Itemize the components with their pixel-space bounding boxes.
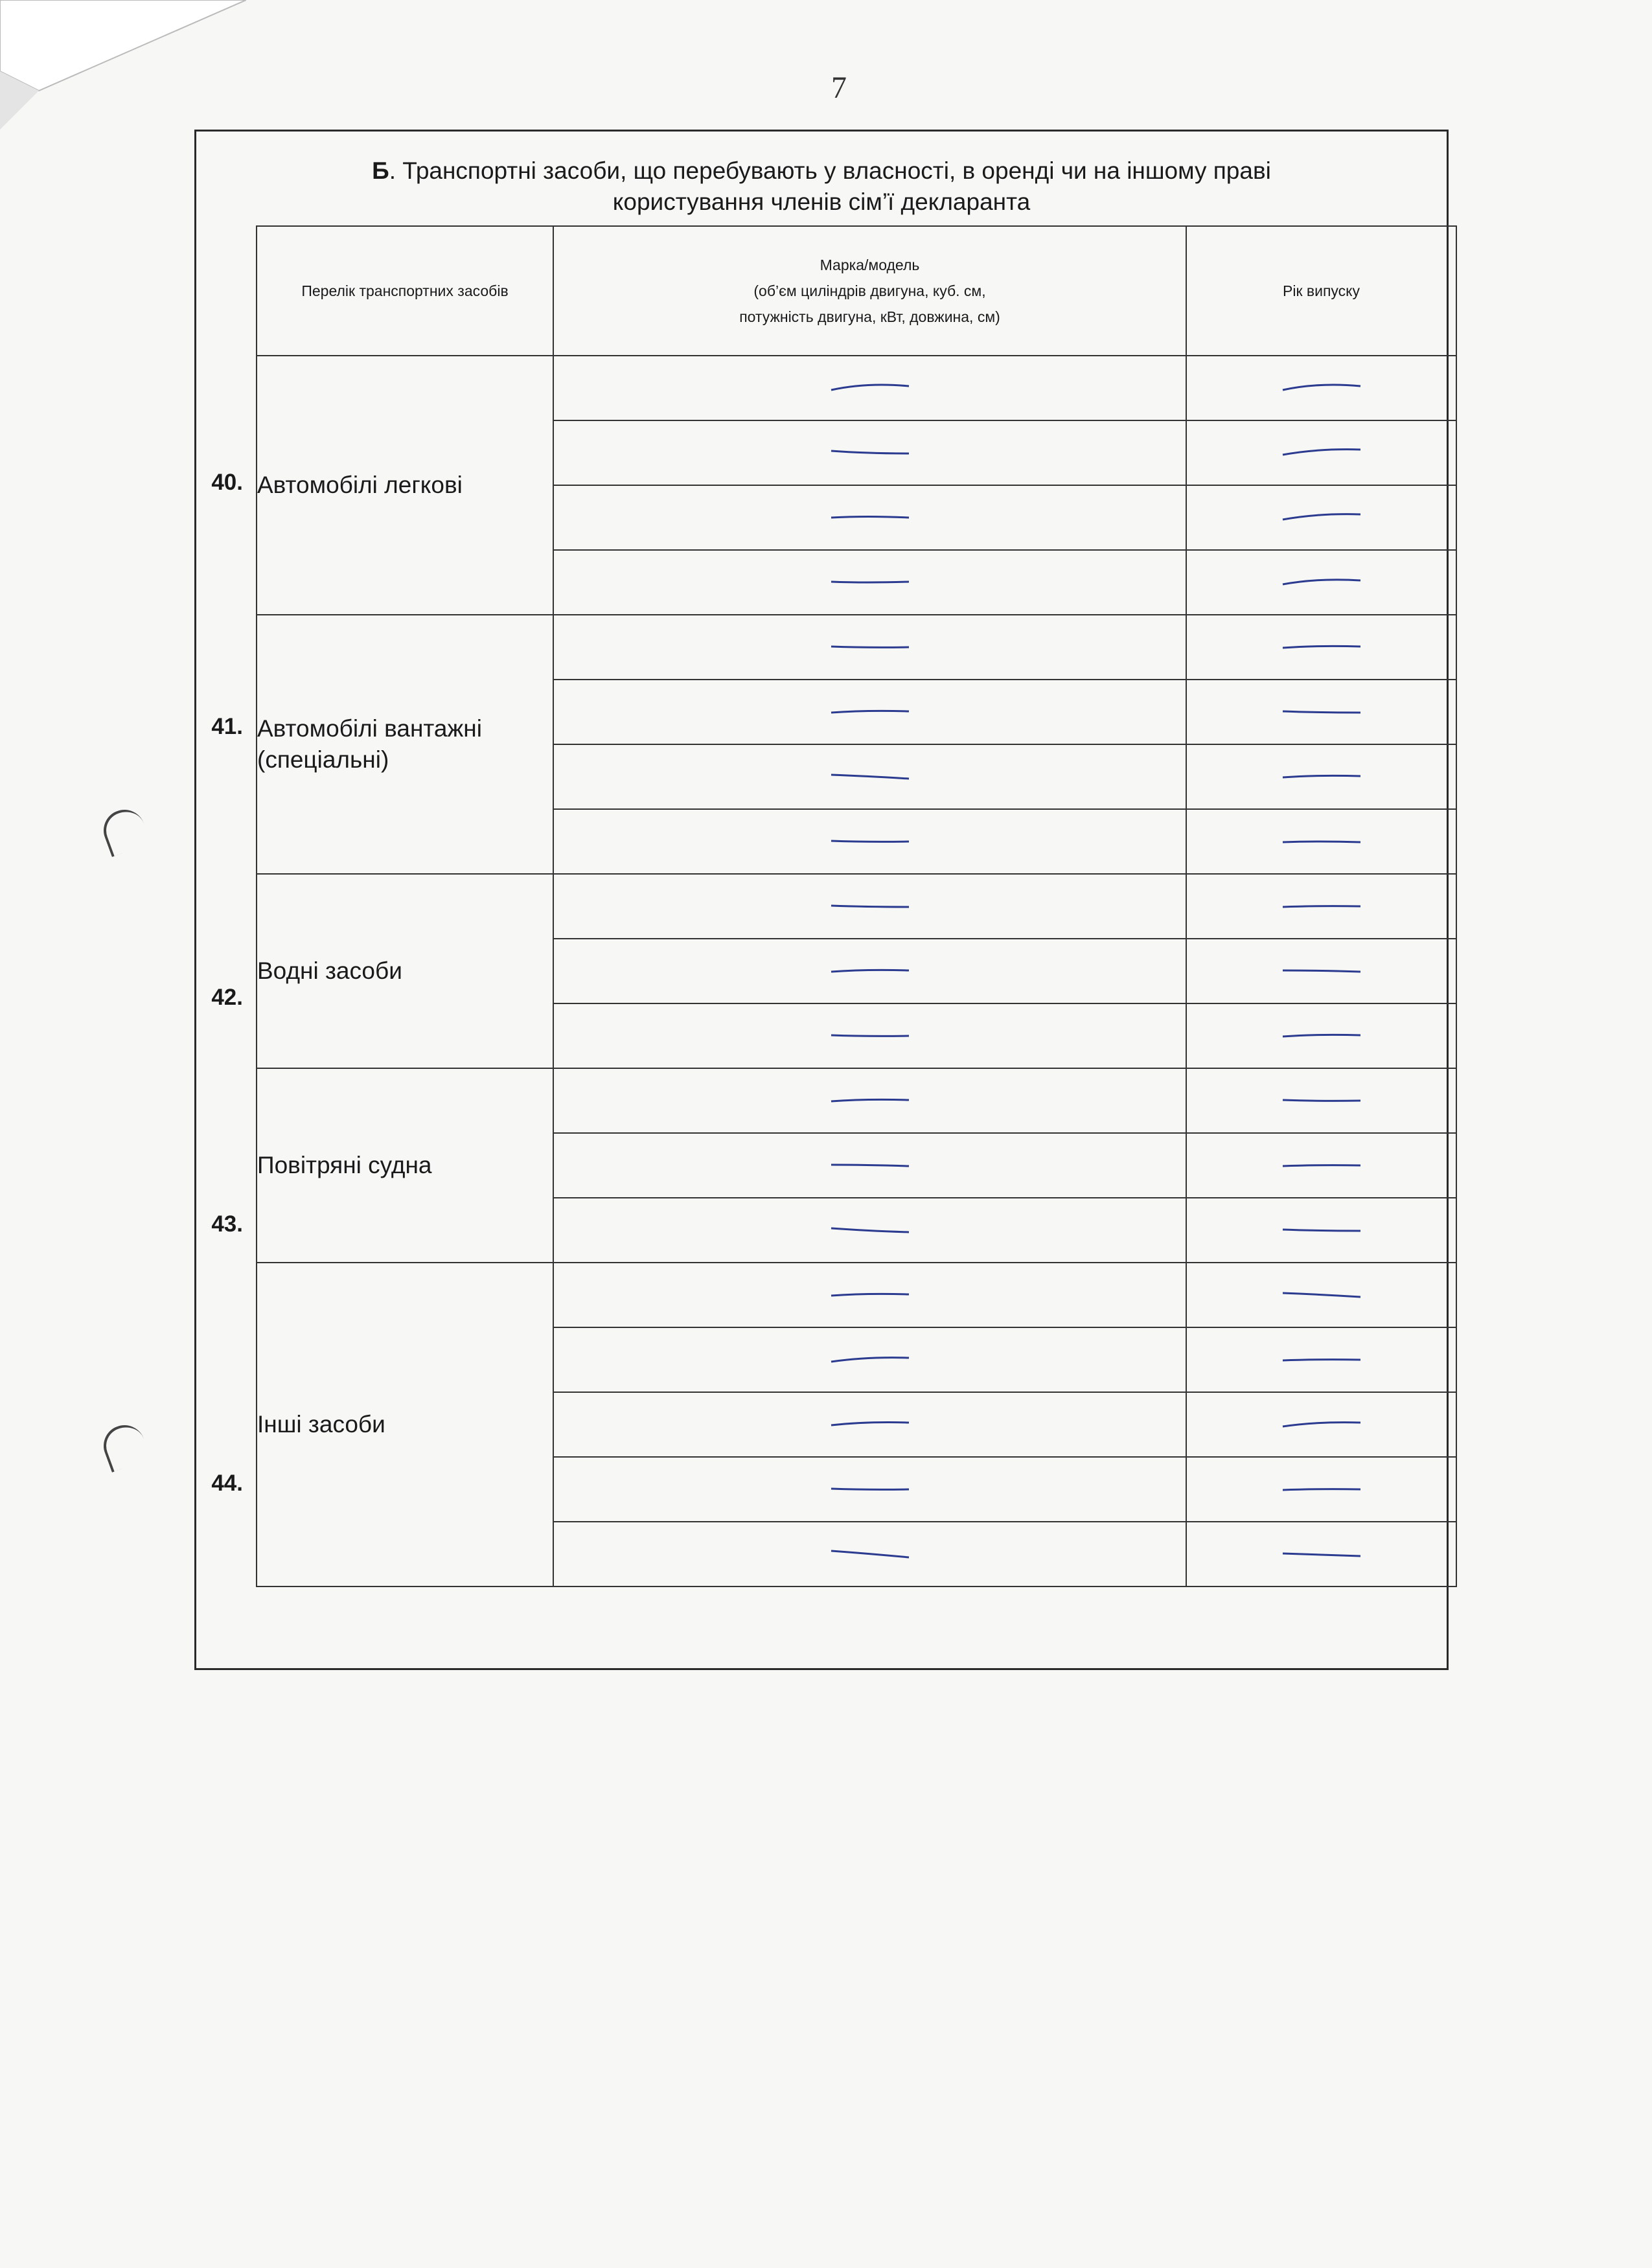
year-cell[interactable] <box>1186 420 1456 485</box>
brand-cell[interactable] <box>553 1133 1186 1198</box>
dash-mark <box>1279 1482 1364 1496</box>
category-cell-41 <box>257 615 553 874</box>
year-cell[interactable] <box>1186 874 1456 939</box>
brand-cell[interactable] <box>553 1392 1186 1457</box>
dash-mark <box>1279 1223 1364 1237</box>
dash-mark <box>828 1223 912 1237</box>
dash-mark <box>1279 1288 1364 1302</box>
year-cell[interactable] <box>1186 680 1456 744</box>
year-cell[interactable] <box>1186 744 1456 809</box>
dash-mark <box>1279 834 1364 849</box>
year-cell[interactable] <box>1186 1068 1456 1133</box>
category-label: Автомобілі легкові <box>257 472 463 498</box>
row-number-43: 43. <box>211 1211 243 1237</box>
year-cell[interactable] <box>1186 939 1456 1003</box>
year-cell[interactable] <box>1186 1522 1456 1586</box>
table-row <box>257 615 1456 680</box>
year-cell[interactable] <box>1186 1133 1456 1198</box>
section-title-line2: користування членів сім’ї декларанта <box>612 189 1031 215</box>
dash-mark <box>828 1547 912 1561</box>
punch-hole-top <box>98 804 151 857</box>
header-brand-model <box>553 226 1186 356</box>
dash-mark <box>828 770 912 784</box>
year-cell[interactable] <box>1186 485 1456 550</box>
brand-cell[interactable] <box>553 1522 1186 1586</box>
dash-mark <box>1279 1158 1364 1173</box>
brand-cell[interactable] <box>553 874 1186 939</box>
punch-hole-bottom <box>98 1419 151 1472</box>
dash-mark <box>828 1417 912 1432</box>
dash-mark <box>828 1482 912 1496</box>
section-title <box>194 155 1449 218</box>
year-cell[interactable] <box>1186 1327 1456 1392</box>
brand-cell[interactable] <box>553 809 1186 874</box>
category-cell-44 <box>257 1263 553 1586</box>
dash-mark <box>828 640 912 654</box>
dash-mark <box>1279 381 1364 395</box>
brand-cell[interactable] <box>553 1457 1186 1522</box>
table-row <box>257 874 1456 939</box>
brand-cell[interactable] <box>553 550 1186 615</box>
table-row <box>257 356 1456 420</box>
row-number-41: 41. <box>211 714 243 739</box>
brand-cell[interactable] <box>553 744 1186 809</box>
brand-cell[interactable] <box>553 680 1186 744</box>
dash-mark <box>1279 1417 1364 1432</box>
row-number-42: 42. <box>211 985 243 1010</box>
brand-cell[interactable] <box>553 1068 1186 1133</box>
dash-mark <box>828 964 912 978</box>
category-label: Автомобілі вантажні (спеціальні) <box>257 715 482 773</box>
brand-cell[interactable] <box>553 1263 1186 1327</box>
brand-cell[interactable] <box>553 939 1186 1003</box>
dash-mark <box>1279 770 1364 784</box>
table-row <box>257 1068 1456 1133</box>
dash-mark <box>828 575 912 590</box>
dash-mark <box>1279 1547 1364 1561</box>
page-number: 7 <box>831 71 847 105</box>
dash-mark <box>828 1288 912 1302</box>
category-label: Інші засоби <box>257 1411 385 1438</box>
section-title-line1: . Транспортні засоби, що перебувають у власності, в оренді чи на іншому праві <box>389 157 1271 184</box>
category-cell-43 <box>257 1068 553 1263</box>
year-cell[interactable] <box>1186 356 1456 420</box>
dash-mark <box>1279 1029 1364 1043</box>
category-cell-42 <box>257 874 553 1068</box>
brand-cell[interactable] <box>553 615 1186 680</box>
dash-mark <box>1279 964 1364 978</box>
header-brand-line2: (об’єм циліндрів двигуна, куб. см, <box>753 282 986 299</box>
brand-cell[interactable] <box>553 485 1186 550</box>
dash-mark <box>828 834 912 849</box>
dash-mark <box>1279 446 1364 460</box>
dash-mark <box>828 446 912 460</box>
dash-mark <box>1279 575 1364 590</box>
year-cell[interactable] <box>1186 550 1456 615</box>
year-cell[interactable] <box>1186 1392 1456 1457</box>
year-cell[interactable] <box>1186 1457 1456 1522</box>
year-cell[interactable] <box>1186 809 1456 874</box>
year-cell[interactable] <box>1186 1003 1456 1068</box>
section-letter: Б <box>372 157 389 184</box>
dash-mark <box>828 705 912 719</box>
dash-mark <box>1279 640 1364 654</box>
year-cell[interactable] <box>1186 1263 1456 1327</box>
header-brand-line3: потужність двигуна, кВт, довжина, см) <box>739 308 1000 325</box>
header-year: Рік випуску <box>1186 226 1456 356</box>
dash-mark <box>828 1094 912 1108</box>
brand-cell[interactable] <box>553 1327 1186 1392</box>
table-header-row <box>257 226 1456 356</box>
header-vehicle-list: Перелік транспортних засобів <box>257 226 553 356</box>
brand-cell[interactable] <box>553 1198 1186 1263</box>
dash-mark <box>1279 1353 1364 1367</box>
row-number-44: 44. <box>211 1471 243 1496</box>
vehicles-table <box>256 225 1457 1587</box>
dash-mark <box>828 1029 912 1043</box>
year-cell[interactable] <box>1186 615 1456 680</box>
brand-cell[interactable] <box>553 1003 1186 1068</box>
brand-cell[interactable] <box>553 420 1186 485</box>
dash-mark <box>828 1158 912 1173</box>
table-row <box>257 1263 1456 1327</box>
header-brand-line1: Марка/модель <box>820 257 920 273</box>
row-number-40: 40. <box>211 470 243 495</box>
dash-mark <box>828 381 912 395</box>
category-label: Водні засоби <box>257 957 402 984</box>
corner-fold <box>0 0 246 130</box>
dash-mark <box>1279 1094 1364 1108</box>
dash-mark <box>1279 899 1364 913</box>
dash-mark <box>828 510 912 525</box>
category-label: Повітряні судна <box>257 1152 432 1178</box>
year-cell[interactable] <box>1186 1198 1456 1263</box>
dash-mark <box>828 899 912 913</box>
dash-mark <box>1279 705 1364 719</box>
category-cell-40 <box>257 356 553 615</box>
dash-mark <box>1279 510 1364 525</box>
brand-cell[interactable] <box>553 356 1186 420</box>
dash-mark <box>828 1353 912 1367</box>
